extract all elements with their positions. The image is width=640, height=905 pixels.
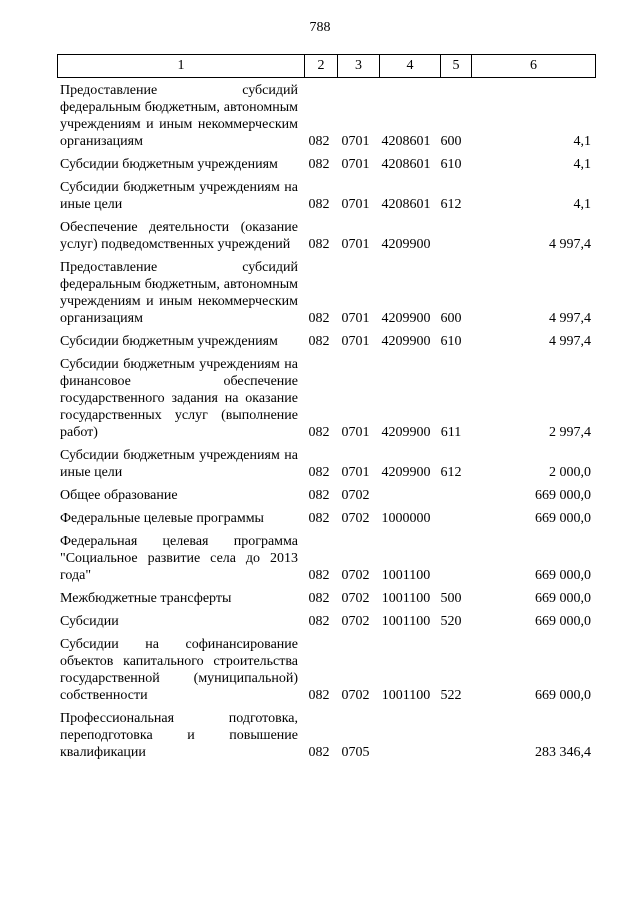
row-target: 4209900: [381, 465, 431, 480]
row-type: 610: [440, 157, 462, 172]
row-target: 1001100: [381, 688, 431, 703]
row-type: 611: [440, 425, 462, 440]
table-row: [57, 356, 591, 441]
row-amount: 669 000,0: [535, 568, 591, 583]
row-type: 600: [440, 134, 462, 149]
row-section: 0701: [341, 425, 370, 440]
table-row: [57, 259, 591, 327]
row-code: 082: [308, 425, 330, 440]
row-target: 4208601: [381, 197, 431, 212]
row-code: 082: [308, 614, 330, 629]
table-row: [57, 487, 591, 504]
row-name: Федеральная целевая программа "Социальное развитие села до 2013 года": [60, 534, 298, 583]
column-header-1: 1: [58, 55, 305, 78]
row-code: 082: [308, 311, 330, 326]
row-name: Субсидии на софинансирование объектов капитального строительства государственной (муниципальной) собственности: [60, 637, 298, 703]
row-name: Субсидии: [60, 614, 119, 629]
column-header-6: 6: [472, 55, 596, 78]
row-section: 0701: [341, 237, 370, 252]
table-row: [57, 710, 591, 761]
row-code: 082: [308, 511, 330, 526]
row-section: 0702: [341, 591, 370, 606]
table-row: [57, 333, 591, 350]
row-section: 0702: [341, 511, 370, 526]
column-header-row: [58, 55, 596, 78]
column-header-table: [57, 54, 596, 78]
row-target: 1000000: [381, 511, 431, 526]
row-target: 4209900: [381, 311, 431, 326]
page-number: 788: [309, 20, 331, 35]
budget-table-body: [57, 82, 591, 767]
row-name: Обеспечение деятельности (оказание услуг) подведомственных учреждений: [60, 220, 298, 252]
row-code: 082: [308, 134, 330, 149]
row-code: 082: [308, 465, 330, 480]
row-amount: 669 000,0: [535, 688, 591, 703]
row-amount: 669 000,0: [535, 488, 591, 503]
row-section: 0702: [341, 568, 370, 583]
row-section: 0701: [341, 311, 370, 326]
row-code: 082: [308, 237, 330, 252]
row-name: Общее образование: [60, 488, 178, 503]
row-target: 4209900: [381, 334, 431, 349]
row-name: Предоставление субсидий федеральным бюджетным, автономным учреждениям и иным некоммерческим организациям: [60, 260, 298, 326]
row-code: 082: [308, 488, 330, 503]
table-row: [57, 510, 591, 527]
row-section: 0701: [341, 197, 370, 212]
row-amount: 669 000,0: [535, 591, 591, 606]
row-amount: 4 997,4: [549, 237, 591, 252]
row-amount: 669 000,0: [535, 511, 591, 526]
row-section: 0701: [341, 157, 370, 172]
row-amount: 4 997,4: [549, 311, 591, 326]
row-type: 522: [440, 688, 462, 703]
row-code: 082: [308, 591, 330, 606]
row-target: 1001100: [381, 568, 431, 583]
row-name: Субсидии бюджетным учреждениям на финансовое обеспечение государственного задания на оказание государственных услуг (выполнение работ): [60, 357, 298, 440]
row-name: Предоставление субсидий федеральным бюджетным, автономным учреждениям и иным некоммерческим организациям: [60, 83, 298, 149]
row-name: Профессиональная подготовка, переподготовка и повышение квалификации: [60, 711, 298, 760]
row-section: 0702: [341, 688, 370, 703]
row-name: Субсидии бюджетным учреждениям на иные цели: [60, 180, 298, 212]
row-target: 4208601: [381, 134, 431, 149]
row-type: 610: [440, 334, 462, 349]
row-type: 612: [440, 197, 462, 212]
row-amount: 2 997,4: [549, 425, 591, 440]
table-row: [57, 533, 591, 584]
row-code: 082: [308, 334, 330, 349]
row-code: 082: [308, 157, 330, 172]
row-name: Субсидии бюджетным учреждениям на иные цели: [60, 448, 298, 480]
table-row: [57, 447, 591, 481]
row-code: 082: [308, 197, 330, 212]
table-row: [57, 590, 591, 607]
row-target: 4208601: [381, 157, 431, 172]
row-target: 1001100: [381, 591, 431, 606]
row-section: 0701: [341, 134, 370, 149]
table-row: [57, 156, 591, 173]
row-name: Федеральные целевые программы: [60, 511, 264, 526]
row-section: 0705: [341, 745, 370, 760]
row-type: 520: [440, 614, 462, 629]
row-amount: 283 346,4: [535, 745, 591, 760]
table-row: [57, 179, 591, 213]
row-type: 600: [440, 311, 462, 326]
row-code: 082: [308, 745, 330, 760]
row-amount: 669 000,0: [535, 614, 591, 629]
row-code: 082: [308, 568, 330, 583]
table-row: [57, 636, 591, 704]
row-type: 500: [440, 591, 462, 606]
row-target: 4209900: [381, 425, 431, 440]
column-header-4: 4: [380, 55, 441, 78]
row-section: 0702: [341, 614, 370, 629]
table-row: [57, 219, 591, 253]
row-section: 0702: [341, 488, 370, 503]
row-target: 4209900: [381, 237, 431, 252]
column-header-2: 2: [305, 55, 338, 78]
row-target: 1001100: [381, 614, 431, 629]
row-amount: 4 997,4: [549, 334, 591, 349]
row-amount: 2 000,0: [549, 465, 591, 480]
column-header-3: 3: [338, 55, 380, 78]
row-section: 0701: [341, 465, 370, 480]
table-row: [57, 613, 591, 630]
row-name: Субсидии бюджетным учреждениям: [60, 334, 278, 349]
column-header-5: 5: [441, 55, 472, 78]
row-code: 082: [308, 688, 330, 703]
row-amount: 4,1: [573, 134, 591, 149]
row-section: 0701: [341, 334, 370, 349]
row-amount: 4,1: [573, 157, 591, 172]
row-name: Межбюджетные трансферты: [60, 591, 232, 606]
row-name: Субсидии бюджетным учреждениям: [60, 157, 278, 172]
table-row: [57, 82, 591, 150]
row-type: 612: [440, 465, 462, 480]
row-amount: 4,1: [573, 197, 591, 212]
